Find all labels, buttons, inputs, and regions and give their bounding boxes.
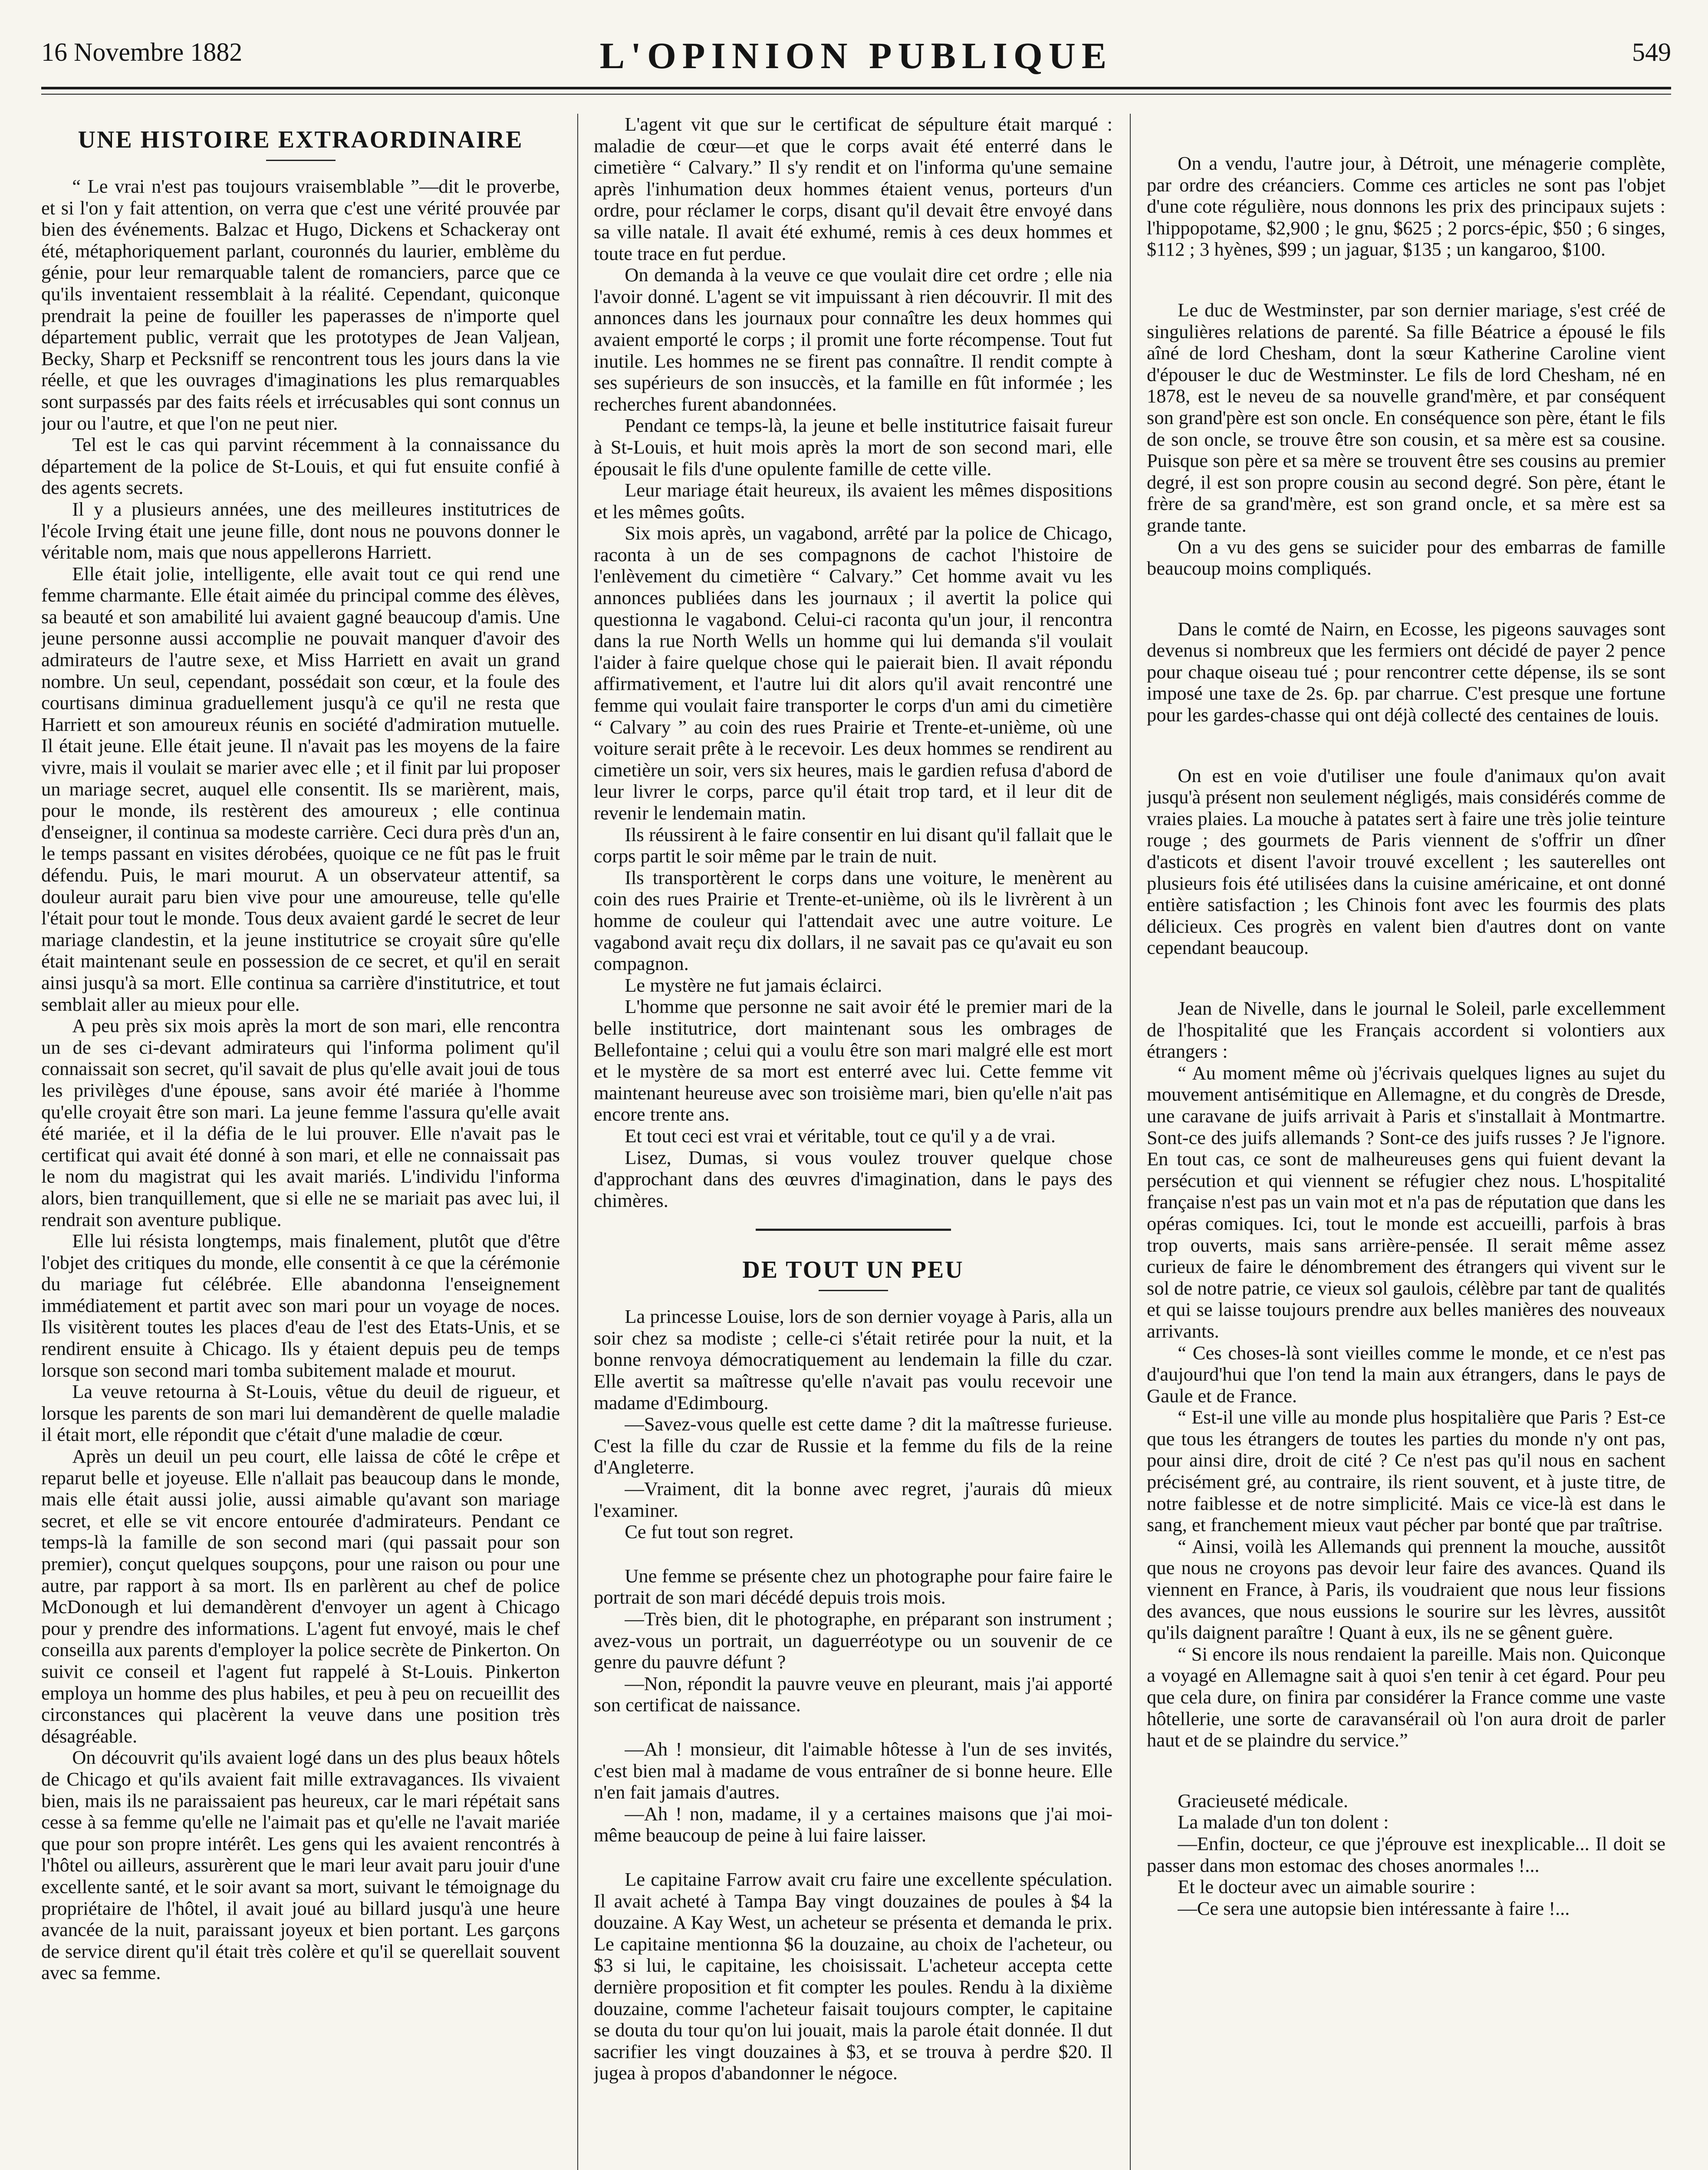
paragraph: Ils transportèrent le corps dans une voiture, le menèrent au coin des rues Prairie et Trente-et-unième, où ils le livrèrent à un homme de couleur qui l'attendait avec une autre voiture. Le vagabond avait reçu dix dollars, il ne savait pas ce qu'avait eu son compagnon. (594, 866, 1112, 975)
paragraph: —Ce sera une autopsie bien intéressante à faire !... (1178, 1897, 1570, 1919)
masthead (41, 34, 1671, 86)
paragraph: Jean de Nivelle, dans le journal le Soleil, parle excellemment de l'hospitalité que les Français accordent si volontiers aux étrangers : (1147, 997, 1665, 1062)
paragraph: Elle était jolie, intelligente, elle avait tout ce qui rend une femme charmante. Elle était aimée du principal comme des élèves, sa beauté et son amabilité lui avaient gagné beaucoup d'amis. Une jeune personne aussi accomplie ne pouvait manquer d'avoir des admirateurs de l'autre sexe, et Miss Harriett en avait un grand nombre. Un seul, cependant, possédait son cœur, et la foule des courtisans diminua graduellement jusqu'à ce qu'il ne resta que Harriett et son amoureux réunis en société d'admiration mutuelle. Il était jeune. Elle était jeune. Il n'avait pas les moyens de la faire vivre, mais il voulait se marier avec elle ; et il finit par lui proposer un mariage secret, auquel elle consentit. Ils se marièrent, mais, pour le monde, ils restèrent des amoureux ; elle continua d'enseigner, il continua sa modeste carrière. Ceci dura près d'un an, le temps passant en visites dérobées, quoique ce ne fût pas le fruit défendu. Puis, le mari mourut. A un observateur attentif, sa douleur aurait paru bien vive pour une amoureuse, telle qu'elle l'était pour tout le monde. Tous deux avaient gardé le secret de leur mariage clandestin, et la jeune institutrice se croyait sûre qu'elle était maintenant seule en possession de ce secret, et qu'il en serait ainsi jusqu'à sa mort. Elle continua sa carrière d'institutrice, et tout semblait aller au mieux pour elle. (41, 562, 560, 1015)
paragraph: Elle lui résista longtemps, mais finalement, plutôt que d'être l'objet des critiques du monde, elle consentit à ce que la cérémonie du mariage fut célébrée. Elle abandonna l'enseignement immédiatement et partit avec son mari pour un voyage de noces. Ils visitèrent toutes les places d'eau de l'est des Etats-Unis, et se rendirent ensuite à Chicago. Ils y étaient depuis peu de temps lorsque son second mari tomba subitement malade et mourut. (41, 1230, 560, 1381)
paragraph: Le capitaine Farrow avait cru faire une excellente spéculation. Il avait acheté à Tampa Bay vingt douzaines de poules à $4 la douzaine. A Kay West, un acheteur se présenta et demanda le prix. Le capitaine mentionna $6 la douzaine, au choix de l'acheteur, ou $3 si lui, le capitaine, les choisissait. L'acheteur accepta cette dernière proposition et fit compter les poules. Rendu à la dixième douzaine, comme l'acheteur faisait toujours compter, le capitaine se douta du tour qu'on lui jouait, mais la parole était donnée. Il dut sacrifier les vingt douzaines à $3, et se trouva à perdre $20. Il jugea à propos d'abandonner le négoce. (594, 1868, 1112, 2084)
paragraph: Dans le comté de Nairn, en Ecosse, les pigeons sauvages sont devenus si nombreux que les fermiers ont décidé de payer 2 pence pour chaque oiseau tué ; pour rencontrer cette dépense, ils se sont imposé une taxe de 2s. 6p. par charrue. C'est presque une fortune pour les gardes-chasse qui ont déjà collecté des centaines de louis. (1147, 618, 1665, 726)
paragraph: Tel est le cas qui parvint récemment à la connaissance du département de la police de St-Louis, et qui fut ensuite confié à des agents secrets. (41, 434, 560, 499)
paragraph: —Ah ! monsieur, dit l'aimable hôtesse à l'un de ses invités, c'est bien mal à madame de vous entraîner de si bonne heure. Elle n'en fait jamais d'autres. (594, 1738, 1112, 1803)
article-title: DE TOUT UN PEU (742, 1256, 964, 1284)
paragraph: Lisez, Dumas, si vous voulez trouver quelque chose d'approchant dans des œuvres d'imagination, dans le pays des chimères. (594, 1146, 1112, 1211)
paragraph: Six mois après, un vagabond, arrêté par la police de Chicago, raconta à un de ses compagnons de cachot l'histoire de l'enlèvement du cimetière “ Calvary.” Cet homme avait vu les annonces publiées dans les journaux ; il avertit la police qui questionna le vagabond. Celui-ci raconta qu'un jour, il rencontra dans la rue North Wells un homme qui lui demanda s'il voulait l'aider à faire quelque chose qui le paierait bien. Il avait répondu affirmativement, et l'autre lui dit alors qu'il avait rencontré une femme qui voulait faire transporter le corps d'un ami du cimetière “ Calvary ” au coin des rues Prairie et Trente-et-unième, où une voiture serait prête à le recevoir. Les deux hommes se rendirent au cimetière un soir, vers six heures, mais le gardien refusa d'abord de leur livrer le corps, parce qu'il était trop tard, et il leur dit de revenir le lendemain matin. (594, 522, 1112, 824)
column-divider (1130, 114, 1131, 2170)
paragraph: “ Ainsi, voilà les Allemands qui prennent la mouche, aussitôt que nous ne croyons pas devoir leur faire des avances. Quand ils viennent en France, à Paris, ils voudraient que nous leur fissions des avances, que nous eussions le sourire sur les lèvres, aussitôt qu'ils daignent paraître ! Quant à eux, ils ne se gênent guère. (1147, 1535, 1665, 1644)
paragraph: Ce fut tout son regret. (625, 1521, 794, 1543)
title-rule (266, 160, 336, 161)
paragraph: On demanda à la veuve ce que voulait dire cet ordre ; elle nia l'avoir donné. L'agent se vit impuissant à rien découvrir. Il mit des annonces dans les journaux pour connaître les deux hommes qui avaient emporté le corps ; il promit une forte récompense. Tout fut inutile. Les hommes ne se firent pas connaître. Il rendit compte à ses supérieurs de son insuccès, et la famille en fût informée ; les recherches furent abandonnées. (594, 264, 1112, 415)
paragraph: “ Au moment même où j'écrivais quelques lignes au sujet du mouvement antisémitique en Allemagne, et du congrès de Dresde, une caravane de juifs arrivait à Paris et s'installait à Montmartre. Sont-ce des juifs allemands ? Sont-ce des juifs russes ? Je l'ignore. En tout cas, ce sont de malheureuses gens qui fuient devant la persécution et qui viennent se réfugier chez nous. L'hospitalité française n'est pas un vain mot et n'a pas de réputation que dans les opéras comiques. Ici, tout le monde est accueilli, parfois à bras trop ouverts, mais sans arrière-pensée. Il serait même assez curieux de faire le dénombrement des étrangers qui vivent sur le sol de notre patrie, ce vieux sol gaulois, célèbre par tant de qualités et qui se laisse toujours prendre aux belles manières des nouveaux arrivants. (1147, 1062, 1665, 1342)
title-rule (819, 1290, 888, 1291)
article-title: UNE HISTOIRE EXTRAORDINAIRE (78, 126, 523, 153)
paragraph: —Très bien, dit le photographe, en préparant son instrument ; avez-vous un portrait, un daguerréotype ou un souvenir de ce genre du pauvre défunt ? (594, 1608, 1112, 1673)
page-number: 549 (1632, 38, 1671, 66)
paragraph: Il y a plusieurs années, une des meilleures institutrices de l'école Irving était une jeune fille, dont nous ne pouvons donner le véritable nom, mais que nous appellerons Harriett. (41, 498, 560, 563)
header-rule-thin (41, 94, 1671, 95)
column-1 (41, 114, 560, 2170)
column-divider (577, 114, 578, 2170)
paragraph: Après un deuil un peu court, elle laissa de côté le crêpe et reparut belle et joyeuse. Elle n'allait pas beaucoup dans le monde, mais elle était aussi jolie, aussi aimable qu'avant son mariage secret, et elle se vit encore entourée d'admirateurs. Pendant ce temps-là la famille de son second mari (qui passait pour son premier), conçut quelques soupçons, pour une raison ou pour une autre, par rapport à sa mort. Ils en parlèrent au chef de police McDonough et lui demandèrent d'envoyer un agent à Chicago pour y prendre des informations. L'agent fut envoyé, mais le chef conseilla aux parents d'employer la police secrète de Pinkerton. On suivit ce conseil et l'agent fut rappelé à St-Louis. Pinkerton employa un homme des plus habiles, et peu à peu on recueillit des circonstances qui placèrent la veuve dans une position très désagréable. (41, 1445, 560, 1747)
paragraph: “ Ces choses-là sont vieilles comme le monde, et ce n'est pas d'aujourd'hui que l'on tend la main aux étrangers, dans le pays de Gaule et de France. (1147, 1341, 1665, 1407)
paragraph: Le duc de Westminster, par son dernier mariage, s'est créé de singulières relations de parenté. Sa fille Béatrice a épousé le fils aîné de lord Chesham, dont la sœur Katherine Caroline vient d'épouser le duc de Westminster. Le fils de lord Chesham, né en 1878, est le neveu de sa nouvelle grand'mère, et par conséquent son grand'père est son oncle. En conséquence son père, étant le fils de son oncle, se trouve être son cousin, et sa mère est sa cousine. Puisque son père et sa mère se trouvent être ses cousins au premier degré, il est son propre cousin au second degré. Son père, étant le frère de sa grand'mère, est son grand oncle, et sa mère est sa grande tante. (1147, 299, 1665, 536)
paragraph: —Non, répondit la pauvre veuve en pleurant, mais j'ai apporté son certificat de naissance. (594, 1672, 1112, 1716)
newspaper-title: L'OPINION PUBLIQUE (599, 35, 1113, 76)
paragraph: —Vraiment, dit la bonne avec regret, j'aurais dû mieux l'examiner. (594, 1478, 1112, 1521)
paragraph: Leur mariage était heureux, ils avaient les mêmes dispositions et les mêmes goûts. (594, 479, 1112, 523)
paragraph: On découvrit qu'ils avaient logé dans un des plus beaux hôtels de Chicago et qu'ils avaient fait mille extravagances. Ils vivaient bien, mais ils ne paraissaient pas heureux, car le mari répétait sans cesse à sa femme qu'elle ne l'aimait pas et qu'elle ne l'avait mariée que pour son propre intérêt. Les gens qui les avaient rencontrés à l'hôtel ou ailleurs, assurèrent que le mari leur avait paru jouir d'une excellente santé, et le soir avant sa mort, suivant le témoignage du propriétaire de l'hôtel, il avait joué au billard jusqu'à une heure avancée de la nuit, paraissant joyeux et bien portant. Les garçons de service dirent qu'il était très colère et qu'il se querellait souvent avec sa femme. (41, 1746, 560, 1984)
paragraph: La princesse Louise, lors de son dernier voyage à Paris, alla un soir chez sa modiste ; celle-ci s'était retirée pour la nuit, et la bonne renvoya démocratiquement au lendemain la fille du czar. Elle avertit sa maîtresse qu'elle n'avait pas voulu recevoir une madame d'Edimbourg. (594, 1305, 1112, 1414)
section-separator (756, 1229, 951, 1231)
paragraph: On a vu des gens se suicider pour des embarras de famille beaucoup moins compliqués. (1147, 536, 1665, 579)
paragraph: “ Le vrai n'est pas toujours vraisemblable ”—dit le proverbe, et si l'on y fait attention, on verra que c'est une vérité prouvée par bien des événements. Balzac et Hugo, Dickens et Schackeray ont été, métaphoriquement parlant, couronnés du laurier, emblème du génie, pour leur remarquable talent de romanciers, parce que ce qu'ils inventaient ressemblait à la réalité. Cependant, quiconque prendrait la peine de fouiller les paperasses de n'importe quel département public, verrait que les prototypes de Jean Valjean, Becky, Sharp et Pecksniff se rencontrent tous les jours dans la vie réelle, et que les ouvrages d'imaginations les plus remarquables sont surpassés par des faits réels et irrécusables qui sont connus un jour ou l'autre, et que l'on ne peut nier. (41, 175, 560, 434)
paragraph: —Enfin, docteur, ce que j'éprouve est inexplicable... Il doit se passer dans mon estomac des choses anormales !... (1147, 1832, 1665, 1876)
paragraph: —Ah ! non, madame, il y a certaines maisons que j'ai moi-même beaucoup de peine à lui faire laisser. (594, 1802, 1112, 1846)
paragraph: L'homme que personne ne sait avoir été le premier mari de la belle institutrice, dort maintenant sous les ombrages de Bellefontaine ; celui qui a voulu être son mari malgré elle est mort et le mystère de sa mort est enterré avec lui. Cette femme vit maintenant heureuse avec son troisième mari, bien qu'elle n'ait pas encore trente ans. (594, 996, 1112, 1125)
paragraph: A peu près six mois après la mort de son mari, elle rencontra un de ses ci-devant admirateurs qui l'informa poliment qu'il connaissait son secret, qu'il savait de plus qu'elle avait joui de tous les privilèges d'une épouse, sans avoir été mariée à l'homme qu'elle croyait être son mari. La jeune femme l'assura qu'elle avait été mariée, et il la défia de le lui prouver. Elle n'avait pas le certificat qui avait été donné à son mari, et elle ne connaissait pas le nom du magistrat qui les avait mariés. L'individu l'informa alors, bien tranquillement, que si elle ne se mariait pas avec lui, il rendrait son aventure publique. (41, 1015, 560, 1230)
paragraph: On est en voie d'utiliser une foule d'animaux qu'on avait jusqu'à présent non seulement négligés, mais considérés comme de vraies plaies. La mouche à patates sert à faire une très jolie teinture rouge ; des gourmets de Paris viennent de s'offrir un dîner d'asticots et disent l'avoir trouvé excellent ; les sauterelles ont plusieurs fois été utilisées dans la cuisine américaine, et ont donné entière satisfaction ; les Chinois font avec les fourmis des plats délicieux. Ces progrès en valent bien d'autres dont on vante cependant beaucoup. (1147, 764, 1665, 959)
header-rule-thick (41, 87, 1671, 89)
paragraph: Ils réussirent à le faire consentir en lui disant qu'il fallait que le corps partit le soir même par le train de nuit. (594, 823, 1112, 867)
paragraph: Et le docteur avec un aimable sourire : (1178, 1876, 1475, 1898)
paragraph: Gracieuseté médicale. (1178, 1789, 1349, 1812)
paragraph: Pendant ce temps-là, la jeune et belle institutrice faisait fureur à St-Louis, et huit mois après la mort de son second mari, elle épousait le fils d'une opulente famille de cette ville. (594, 414, 1112, 480)
paragraph: On a vendu, l'autre jour, à Détroit, une ménagerie complète, par ordre des créanciers. Comme ces articles ne sont pas l'objet d'une cote régulière, nous donnons les prix des principaux sujets : l'hippopotame, $2,900 ; le gnu, $625 ; 2 porcs-épic, $50 ; 6 singes, $112 ; 3 hyènes, $99 ; un jaguar, $135 ; un kangaroo, $100. (1147, 152, 1665, 260)
paragraph: La veuve retourna à St-Louis, vêtue du deuil de rigueur, et lorsque les parents de son mari lui demandèrent de quelle maladie il était mort, elle répondit que c'était d'une maladie de cœur. (41, 1381, 560, 1446)
column-3 (1147, 114, 1665, 2170)
paragraph: Une femme se présente chez un photographe pour faire faire le portrait de son mari décédé depuis trois mois. (594, 1565, 1112, 1608)
column-2 (594, 114, 1112, 2170)
paragraph: —Savez-vous quelle est cette dame ? dit la maîtresse furieuse. C'est la fille du czar de Russie et la femme du fils de la reine d'Angleterre. (594, 1413, 1112, 1478)
paragraph: “ Est-il une ville au monde plus hospitalière que Paris ? Est-ce que tous les étrangers de toutes les parties du monde n'y ont pas, pour ainsi dire, droit de cité ? Ce n'est pas qu'il nous en sachent précisément gré, au contraire, ils rient souvent, et à juste titre, de notre faiblesse et de notre simplicité. Mais ce vice-là est dans le sang, et franchement mieux vaut pécher par bonté que par traîtrise. (1147, 1406, 1665, 1536)
issue-date: 16 Novembre 1882 (41, 38, 243, 66)
paragraph: Le mystère ne fut jamais éclairci. (625, 974, 882, 996)
paragraph: Et tout ceci est vrai et véritable, tout ce qu'il y a de vrai. (625, 1124, 1056, 1147)
paragraph: “ Si encore ils nous rendaient la pareille. Mais non. Quiconque a voyagé en Allemagne sait à quoi s'en tenir à cet égard. Pour peu que cela dure, on finira par considérer la France comme une vaste hôtellerie, une sorte de caravansérail où l'on aura droit de parler haut et de se plaindre du service.” (1147, 1643, 1665, 1751)
paragraph: La malade d'un ton dolent : (1178, 1811, 1389, 1833)
paragraph: L'agent vit que sur le certificat de sépulture était marqué : maladie de cœur—et que le corps avait été enterré dans le cimetière “ Calvary.” Il s'y rendit et on l'informa qu'une semaine après l'inhumation deux hommes étaient venus, porteurs d'un ordre, pour réclamer le corps, disant qu'il devait être envoyé dans sa ville natale. Il avait été exhumé, remis à ces deux hommes et toute trace en fut perdue. (594, 114, 1112, 264)
